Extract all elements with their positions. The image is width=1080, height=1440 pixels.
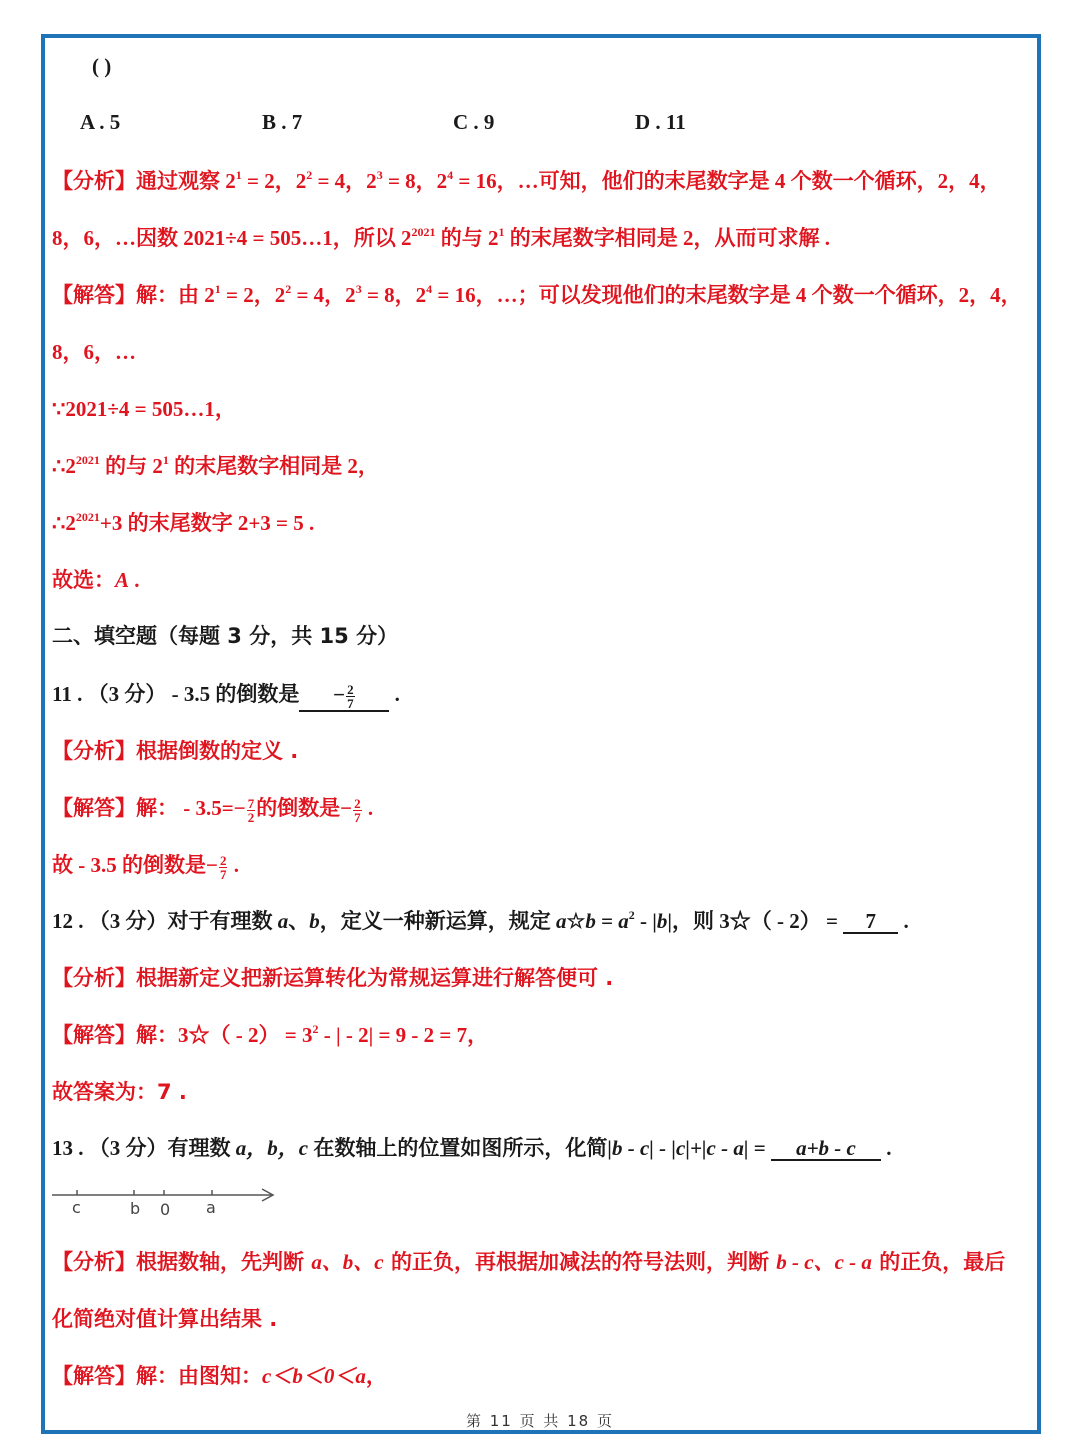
answer-parentheses: ( ) <box>92 54 112 78</box>
q13-analysis-line1: 【分析】根据数轴，先判断 a、b、c 的正负，再根据加减法的符号法则，判断 b - c、c - a 的正负，最后 <box>52 1250 1006 1274</box>
q10-choice: 故选：A . <box>52 568 140 592</box>
option-c: C . 9 <box>453 110 495 134</box>
q13-analysis-line2: 化简绝对值计算出结果 . <box>52 1307 278 1331</box>
solution-tag: 【解答】 <box>52 283 136 307</box>
q13-answer-blank: a+b - c <box>771 1137 881 1161</box>
q12-conclusion: 故答案为：7 . <box>52 1080 187 1104</box>
number-line-diagram <box>50 1183 280 1219</box>
q11-answer-blank: − $\frac{2}{7}$ <box>299 683 389 712</box>
q13-stem: 13 . （3 分）有理数 a，b，c 在数轴上的位置如图所示，化简|b - c| - |c|+|c - a| = a+b - c . <box>52 1136 892 1160</box>
svg-text:b: b <box>130 1199 141 1218</box>
q12-answer-blank: 7 <box>843 910 898 934</box>
option-d: D . 11 <box>635 110 686 134</box>
q12-analysis: 【分析】根据新定义把新运算转化为常规运算进行解答便可 . <box>52 966 614 990</box>
q10-therefore2: $\therefore 2^{2021}+3$ 的末尾数字 2+3 = 5 . <box>52 510 315 535</box>
section-title: 二、填空题（每题 3 分，共 15 分） <box>52 624 399 648</box>
q12-stem: 12 . （3 分）对于有理数 a、b，定义一种新运算，规定 a☆b = $a^2 - |b|$，则 3☆（ - 2） = 7 . <box>52 908 909 933</box>
page-footer: 第 11 页 共 18 页 <box>465 1412 614 1430</box>
q11-conclusion: 故 - 3.5 的倒数是− $\frac{2}{7}$ . <box>52 852 239 882</box>
q12-solution: 【解答】解：3☆（ - $2) = 3^2$ - | - 2| = 9 - 2 = 7， <box>52 1022 489 1047</box>
q11-solution: 【解答】解： - 3.5=− $\frac{7}{2}$ 的倒数是− $\frac{2}{7}$ . <box>52 795 374 825</box>
q11-stem: 11 . （3 分） - 3.5 的倒数是 − $\frac{2}{7}$ . <box>52 681 400 711</box>
option-b: B . 7 <box>262 110 303 134</box>
svg-text:a: a <box>206 1198 216 1217</box>
analysis-tag: 【分析】 <box>52 169 136 193</box>
svg-text:c: c <box>72 1198 81 1217</box>
q10-therefore1: $\therefore 2^{2021}$ 的与 $2^1$ 的末尾数字相同是 2， <box>52 453 379 478</box>
q10-analysis-line1: 【分析】通过观察 $2^1 = 2$，$2^2 = 4$，$2^3 = 8$，$2^4 = 16$，…可知，他们的末尾数字是 4 个数一个循环，2，4， <box>52 168 1001 193</box>
option-a: A . 5 <box>80 110 121 134</box>
q13-solution: 【解答】解：由图知：c＜b＜0＜a， <box>52 1364 387 1388</box>
q11-analysis: 【分析】根据倒数的定义 . <box>52 739 299 763</box>
svg-text:0: 0 <box>160 1200 171 1219</box>
q10-solution-line1: 【解答】解：由 $2^1 = 2$，$2^2 = 4$，$2^3 = 8$，$2^4 = 16$，…；可以发现他们的末尾数字是 4 个数一个循环，2，4， <box>52 282 1022 307</box>
q10-because: ∵2021÷4 = 505…1， <box>52 397 236 421</box>
q10-analysis-line2: 8，6，…因数 2021÷4 = 505…1，所以 $2^{2021}$ 的与 $2^1$ 的末尾数字相同是 2，从而可求解 . <box>52 225 830 250</box>
q10-solution-line2: 8，6，… <box>52 340 136 364</box>
